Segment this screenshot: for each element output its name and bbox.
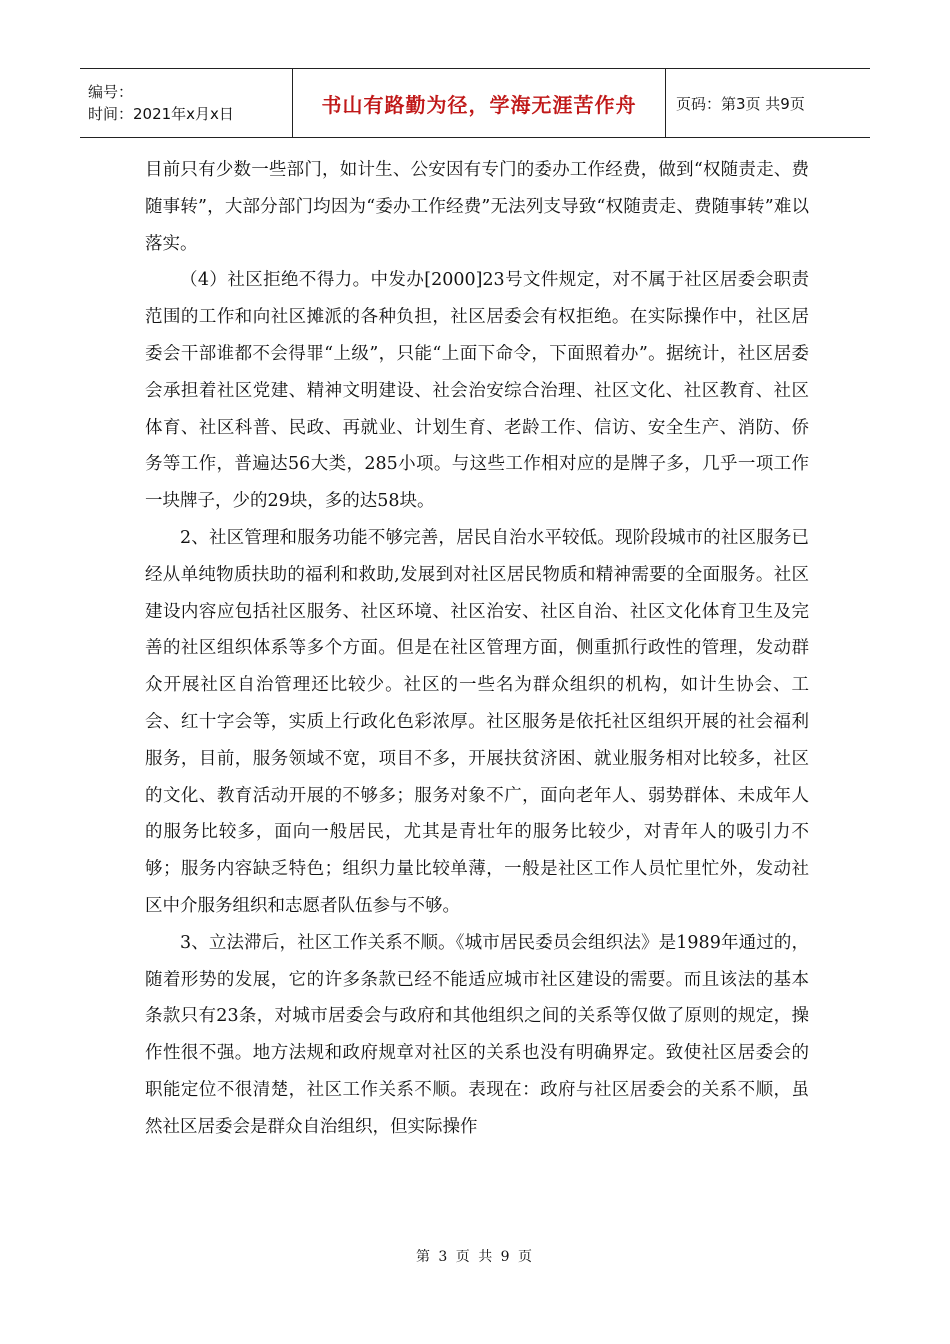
paragraph-continuation: 目前只有少数一些部门，如计生、公安因有专门的委办工作经费，做到“权随责走、费随事转”，大部分部门均因为“委办工作经费”无法列支导致“权随责走、费随事转”难以落实。 bbox=[145, 160, 809, 254]
header-motto: 书山有路勤为径，学海无涯苦作舟 bbox=[321, 92, 637, 117]
page-footer: 第 3 页 共 9 页 bbox=[415, 1249, 535, 1265]
header-page-number: 页码：第3页 共9页 bbox=[676, 94, 805, 113]
page-header bbox=[80, 68, 870, 138]
header-motto-cell bbox=[292, 69, 666, 137]
document-date-label: 时间：2021年x月x日 bbox=[88, 105, 234, 123]
header-meta bbox=[80, 69, 292, 137]
paragraph-legislation: 3、立法滞后，社区工作关系不顺。《城市居民委员会组织法》是1989年通过的，随着形势的发展，它的许多条款已经不能适应城市社区建设的需要。而且该法的基本条款只有23条，对城市居委会与政府和其他组织之间的关系等仅做了原则的规定，操作性很不强。地方法规和政府规章对社区的关系也没有明确界定。致使社区居委会的职能定位不很清楚，社区工作关系不顺。表现在：政府与社区居委会的关系不顺，虽然社区居委会是群众自治组织，但实际操作 bbox=[145, 932, 809, 1137]
document-number-label: 编号： bbox=[88, 83, 134, 101]
document-body bbox=[145, 152, 809, 1146]
paragraph-community-refusal: （4）社区拒绝不得力。中发办[2000]23号文件规定，对不属于社区居委会职责范围的工作和向社区摊派的各种负担，社区居委会有权拒绝。在实际操作中，社区居委会干部谁都不会得罪“上级”，只能“上面下命令，下面照着办”。据统计，社区居委会承担着社区党建、精神文明建设、社会治安综合治理、社区文化、社区教育、社区体育、社区科普、民政、再就业、计划生育、老龄工作、信访、安全生产、消防、侨务等工作，普遍达56大类，285小项。与这些工作相对应的是牌子多，几乎一项工作一块牌子，少的29块，多的达58块。 bbox=[145, 270, 809, 512]
paragraph-management-services: 2、社区管理和服务功能不够完善，居民自治水平较低。现阶段城市的社区服务已经从单纯物质扶助的福利和救助,发展到对社区居民物质和精神需要的全面服务。社区建设内容应包括社区服务、社区环境、社区治安、社区自治、社区文化体育卫生及完善的社区组织体系等多个方面。但是在社区管理方面，侧重抓行政性的管理，发动群众开展社区自治管理还比较少。社区的一些名为群众组织的机构，如计生协会、工会、红十字会等，实质上行政化色彩浓厚。社区服务是依托社区组织开展的社会福利服务，目前，服务领域不宽，项目不多，开展扶贫济困、就业服务相对比较多，社区的文化、教育活动开展的不够多；服务对象不广，面向老年人、弱势群体、未成年人的服务比较多，面向一般居民，尤其是青壮年的服务比较少，对青年人的吸引力不够；服务内容缺乏特色；组织力量比较单薄，一般是社区工作人员忙里忙外，发动社区中介服务组织和志愿者队伍参与不够。 bbox=[145, 527, 809, 916]
header-page-cell bbox=[666, 69, 870, 137]
